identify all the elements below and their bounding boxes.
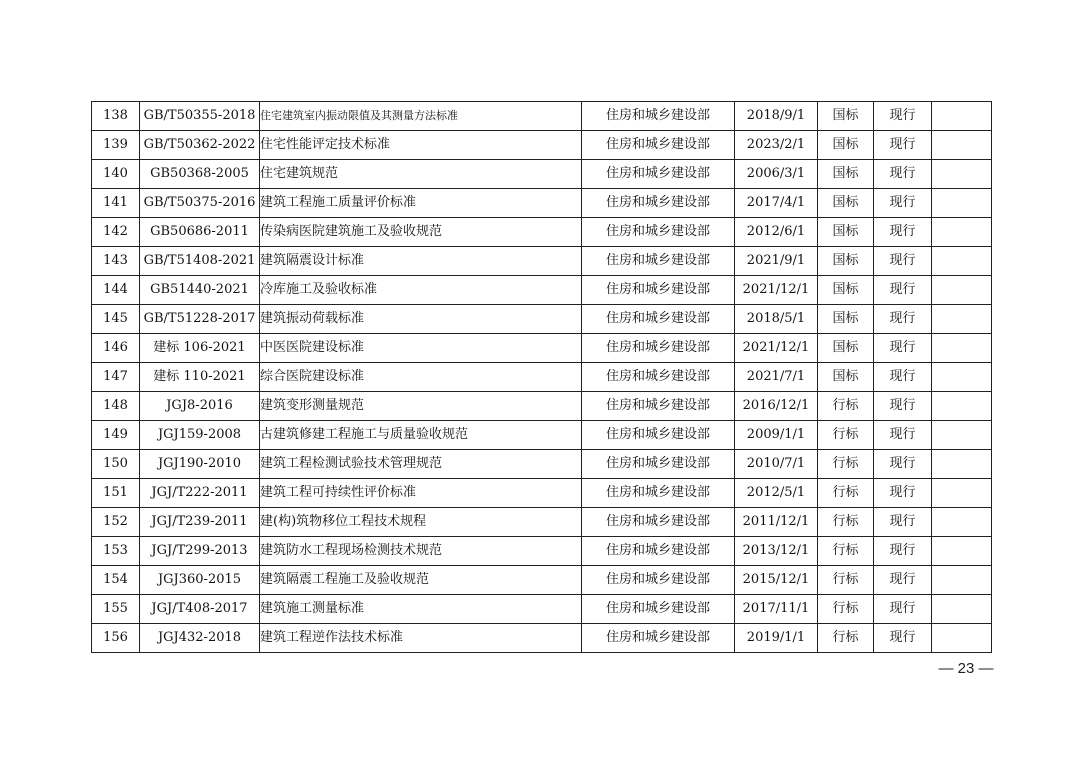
cell-standard-name: 住宅性能评定技术标准 bbox=[260, 131, 582, 160]
cell-standard-level: 国标 bbox=[818, 276, 874, 305]
cell-status: 现行 bbox=[874, 479, 932, 508]
table-row bbox=[92, 305, 992, 334]
cell-remarks bbox=[932, 624, 992, 653]
cell-standard-code: JGJ432-2018 bbox=[140, 624, 260, 653]
cell-issuing-department: 住房和城乡建设部 bbox=[582, 392, 735, 421]
cell-standard-name: 建筑工程可持续性评价标准 bbox=[260, 479, 582, 508]
cell-effective-date: 2017/11/1 bbox=[735, 595, 818, 624]
cell-issuing-department: 住房和城乡建设部 bbox=[582, 421, 735, 450]
cell-standard-code: GB50686-2011 bbox=[140, 218, 260, 247]
cell-standard-code: GB50368-2005 bbox=[140, 160, 260, 189]
cell-serial-number: 154 bbox=[92, 566, 140, 595]
cell-effective-date: 2023/2/1 bbox=[735, 131, 818, 160]
table-row bbox=[92, 479, 992, 508]
cell-standard-level: 行标 bbox=[818, 479, 874, 508]
table-row bbox=[92, 421, 992, 450]
cell-effective-date: 2012/5/1 bbox=[735, 479, 818, 508]
cell-issuing-department: 住房和城乡建设部 bbox=[582, 160, 735, 189]
cell-status: 现行 bbox=[874, 247, 932, 276]
cell-remarks bbox=[932, 450, 992, 479]
cell-serial-number: 156 bbox=[92, 624, 140, 653]
cell-status: 现行 bbox=[874, 537, 932, 566]
cell-status: 现行 bbox=[874, 305, 932, 334]
cell-issuing-department: 住房和城乡建设部 bbox=[582, 247, 735, 276]
cell-remarks bbox=[932, 363, 992, 392]
cell-remarks bbox=[932, 508, 992, 537]
cell-remarks bbox=[932, 392, 992, 421]
table-row bbox=[92, 102, 992, 131]
cell-standard-level: 行标 bbox=[818, 392, 874, 421]
cell-issuing-department: 住房和城乡建设部 bbox=[582, 479, 735, 508]
cell-status: 现行 bbox=[874, 276, 932, 305]
cell-effective-date: 2010/7/1 bbox=[735, 450, 818, 479]
cell-serial-number: 140 bbox=[92, 160, 140, 189]
cell-serial-number: 152 bbox=[92, 508, 140, 537]
cell-standard-name: 住宅建筑规范 bbox=[260, 160, 582, 189]
cell-standard-level: 国标 bbox=[818, 189, 874, 218]
cell-effective-date: 2018/9/1 bbox=[735, 102, 818, 131]
cell-remarks bbox=[932, 334, 992, 363]
cell-issuing-department: 住房和城乡建设部 bbox=[582, 102, 735, 131]
cell-remarks bbox=[932, 160, 992, 189]
cell-remarks bbox=[932, 218, 992, 247]
cell-standard-code: JGJ/T299-2013 bbox=[140, 537, 260, 566]
cell-status: 现行 bbox=[874, 131, 932, 160]
table-row bbox=[92, 450, 992, 479]
cell-standard-code: JGJ/T239-2011 bbox=[140, 508, 260, 537]
cell-serial-number: 142 bbox=[92, 218, 140, 247]
cell-standard-code: 建标 110-2021 bbox=[140, 363, 260, 392]
cell-standard-name: 建筑防水工程现场检测技术规范 bbox=[260, 537, 582, 566]
table-row bbox=[92, 537, 992, 566]
cell-effective-date: 2021/7/1 bbox=[735, 363, 818, 392]
cell-serial-number: 139 bbox=[92, 131, 140, 160]
table-row bbox=[92, 189, 992, 218]
cell-effective-date: 2017/4/1 bbox=[735, 189, 818, 218]
cell-standard-level: 国标 bbox=[818, 305, 874, 334]
cell-effective-date: 2019/1/1 bbox=[735, 624, 818, 653]
cell-remarks bbox=[932, 537, 992, 566]
cell-remarks bbox=[932, 131, 992, 160]
cell-effective-date: 2009/1/1 bbox=[735, 421, 818, 450]
cell-standard-name: 住宅建筑室内振动限值及其测量方法标准 bbox=[260, 102, 582, 131]
cell-standard-level: 行标 bbox=[818, 508, 874, 537]
cell-serial-number: 144 bbox=[92, 276, 140, 305]
cell-status: 现行 bbox=[874, 160, 932, 189]
cell-issuing-department: 住房和城乡建设部 bbox=[582, 595, 735, 624]
cell-standard-level: 国标 bbox=[818, 102, 874, 131]
cell-serial-number: 150 bbox=[92, 450, 140, 479]
cell-remarks bbox=[932, 305, 992, 334]
cell-serial-number: 138 bbox=[92, 102, 140, 131]
cell-standard-name: 建(构)筑物移位工程技术规程 bbox=[260, 508, 582, 537]
cell-standard-level: 国标 bbox=[818, 218, 874, 247]
cell-effective-date: 2021/12/1 bbox=[735, 334, 818, 363]
cell-standard-level: 行标 bbox=[818, 624, 874, 653]
cell-standard-code: 建标 106-2021 bbox=[140, 334, 260, 363]
cell-serial-number: 148 bbox=[92, 392, 140, 421]
cell-serial-number: 153 bbox=[92, 537, 140, 566]
cell-issuing-department: 住房和城乡建设部 bbox=[582, 131, 735, 160]
cell-standard-code: JGJ/T222-2011 bbox=[140, 479, 260, 508]
cell-effective-date: 2006/3/1 bbox=[735, 160, 818, 189]
standards-table bbox=[91, 101, 992, 653]
cell-standard-name: 建筑隔震工程施工及验收规范 bbox=[260, 566, 582, 595]
cell-remarks bbox=[932, 102, 992, 131]
cell-effective-date: 2012/6/1 bbox=[735, 218, 818, 247]
cell-standard-name: 建筑隔震设计标准 bbox=[260, 247, 582, 276]
cell-standard-level: 行标 bbox=[818, 537, 874, 566]
cell-issuing-department: 住房和城乡建设部 bbox=[582, 189, 735, 218]
cell-issuing-department: 住房和城乡建设部 bbox=[582, 363, 735, 392]
cell-issuing-department: 住房和城乡建设部 bbox=[582, 218, 735, 247]
table-row bbox=[92, 218, 992, 247]
cell-standard-level: 行标 bbox=[818, 450, 874, 479]
cell-standard-code: JGJ/T408-2017 bbox=[140, 595, 260, 624]
table-row bbox=[92, 131, 992, 160]
cell-status: 现行 bbox=[874, 624, 932, 653]
table-row bbox=[92, 334, 992, 363]
cell-standard-code: GB51440-2021 bbox=[140, 276, 260, 305]
cell-status: 现行 bbox=[874, 218, 932, 247]
cell-issuing-department: 住房和城乡建设部 bbox=[582, 566, 735, 595]
cell-effective-date: 2011/12/1 bbox=[735, 508, 818, 537]
cell-serial-number: 147 bbox=[92, 363, 140, 392]
cell-effective-date: 2013/12/1 bbox=[735, 537, 818, 566]
cell-status: 现行 bbox=[874, 508, 932, 537]
cell-standard-code: GB/T51408-2021 bbox=[140, 247, 260, 276]
cell-serial-number: 146 bbox=[92, 334, 140, 363]
cell-standard-code: JGJ360-2015 bbox=[140, 566, 260, 595]
cell-standard-name: 中医医院建设标准 bbox=[260, 334, 582, 363]
cell-standard-code: JGJ159-2008 bbox=[140, 421, 260, 450]
table-row bbox=[92, 392, 992, 421]
cell-status: 现行 bbox=[874, 363, 932, 392]
cell-status: 现行 bbox=[874, 566, 932, 595]
table-row bbox=[92, 595, 992, 624]
cell-standard-code: GB/T50355-2018 bbox=[140, 102, 260, 131]
cell-standard-level: 行标 bbox=[818, 421, 874, 450]
cell-standard-name: 传染病医院建筑施工及验收规范 bbox=[260, 218, 582, 247]
cell-serial-number: 155 bbox=[92, 595, 140, 624]
cell-serial-number: 151 bbox=[92, 479, 140, 508]
cell-standard-level: 国标 bbox=[818, 363, 874, 392]
cell-standard-name: 冷库施工及验收标准 bbox=[260, 276, 582, 305]
cell-issuing-department: 住房和城乡建设部 bbox=[582, 305, 735, 334]
cell-status: 现行 bbox=[874, 334, 932, 363]
cell-standard-name: 建筑工程逆作法技术标准 bbox=[260, 624, 582, 653]
cell-effective-date: 2018/5/1 bbox=[735, 305, 818, 334]
standards-table-body bbox=[92, 102, 992, 653]
table-row bbox=[92, 276, 992, 305]
cell-status: 现行 bbox=[874, 102, 932, 131]
cell-standard-code: JGJ190-2010 bbox=[140, 450, 260, 479]
cell-status: 现行 bbox=[874, 421, 932, 450]
cell-remarks bbox=[932, 276, 992, 305]
cell-standard-name: 建筑工程检测试验技术管理规范 bbox=[260, 450, 582, 479]
cell-remarks bbox=[932, 189, 992, 218]
cell-standard-name: 建筑工程施工质量评价标准 bbox=[260, 189, 582, 218]
cell-remarks bbox=[932, 595, 992, 624]
cell-standard-level: 行标 bbox=[818, 595, 874, 624]
cell-serial-number: 145 bbox=[92, 305, 140, 334]
cell-remarks bbox=[932, 479, 992, 508]
cell-remarks bbox=[932, 566, 992, 595]
cell-standard-name: 古建筑修建工程施工与质量验收规范 bbox=[260, 421, 582, 450]
table-row bbox=[92, 160, 992, 189]
cell-status: 现行 bbox=[874, 595, 932, 624]
table-row bbox=[92, 624, 992, 653]
cell-standard-name: 建筑变形测量规范 bbox=[260, 392, 582, 421]
cell-issuing-department: 住房和城乡建设部 bbox=[582, 450, 735, 479]
cell-standard-level: 国标 bbox=[818, 160, 874, 189]
table-row bbox=[92, 508, 992, 537]
cell-issuing-department: 住房和城乡建设部 bbox=[582, 624, 735, 653]
cell-serial-number: 149 bbox=[92, 421, 140, 450]
cell-standard-level: 国标 bbox=[818, 334, 874, 363]
cell-standard-code: GB/T51228-2017 bbox=[140, 305, 260, 334]
cell-status: 现行 bbox=[874, 189, 932, 218]
cell-standard-code: GB/T50362-2022 bbox=[140, 131, 260, 160]
page-number: — 23 — bbox=[938, 660, 994, 677]
cell-standard-name: 建筑振动荷载标准 bbox=[260, 305, 582, 334]
cell-standard-name: 综合医院建设标准 bbox=[260, 363, 582, 392]
cell-standard-name: 建筑施工测量标准 bbox=[260, 595, 582, 624]
cell-standard-code: GB/T50375-2016 bbox=[140, 189, 260, 218]
cell-status: 现行 bbox=[874, 450, 932, 479]
table-row bbox=[92, 363, 992, 392]
cell-effective-date: 2021/12/1 bbox=[735, 276, 818, 305]
cell-issuing-department: 住房和城乡建设部 bbox=[582, 537, 735, 566]
cell-standard-level: 国标 bbox=[818, 131, 874, 160]
cell-effective-date: 2021/9/1 bbox=[735, 247, 818, 276]
cell-status: 现行 bbox=[874, 392, 932, 421]
cell-effective-date: 2016/12/1 bbox=[735, 392, 818, 421]
table-row bbox=[92, 566, 992, 595]
table-row bbox=[92, 247, 992, 276]
cell-serial-number: 143 bbox=[92, 247, 140, 276]
cell-issuing-department: 住房和城乡建设部 bbox=[582, 334, 735, 363]
cell-standard-level: 行标 bbox=[818, 566, 874, 595]
cell-issuing-department: 住房和城乡建设部 bbox=[582, 276, 735, 305]
cell-standard-code: JGJ8-2016 bbox=[140, 392, 260, 421]
cell-effective-date: 2015/12/1 bbox=[735, 566, 818, 595]
cell-serial-number: 141 bbox=[92, 189, 140, 218]
cell-remarks bbox=[932, 247, 992, 276]
cell-standard-level: 国标 bbox=[818, 247, 874, 276]
cell-issuing-department: 住房和城乡建设部 bbox=[582, 508, 735, 537]
cell-remarks bbox=[932, 421, 992, 450]
